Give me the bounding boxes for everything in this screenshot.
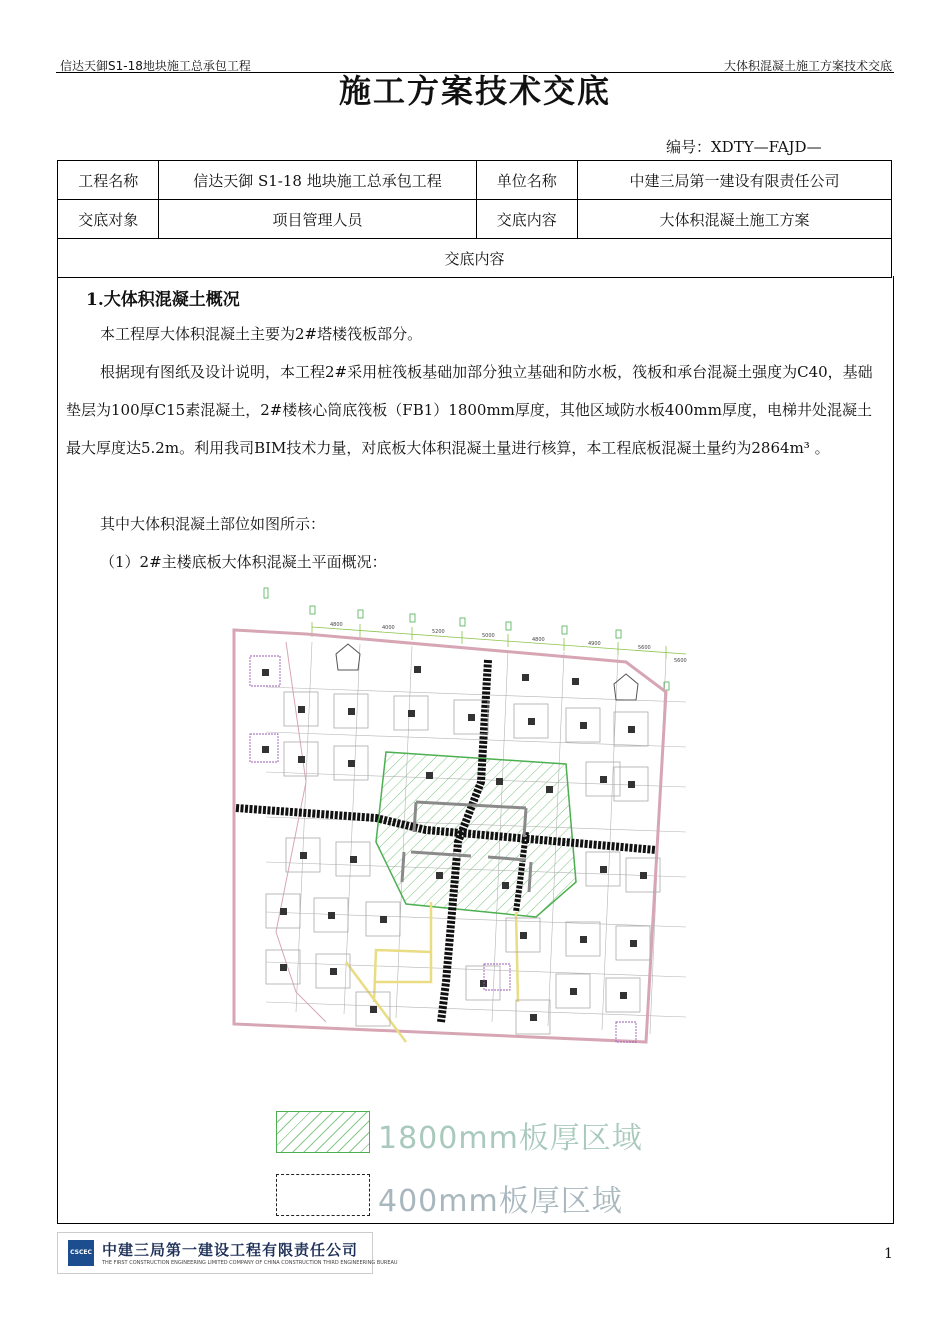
dim-label: 5000 [482,633,495,639]
header-project: 信达天御S1-18地块施工总承包工程 [60,59,251,73]
value-project-name: 信达天御 S1-18 地块施工总承包工程 [159,161,476,200]
cscec-logo-icon: CSCEC [68,1240,94,1266]
value-target: 项目管理人员 [159,200,476,239]
dim-label: 5600 [638,645,651,651]
paragraph-2: 根据现有图纸及设计说明，本工程2#采用桩筏板基础加部分独立基础和防水板，筏板和承台混凝土强度为C40，基础垫层为100厚C15素混凝土，2#楼核心筒底筏板（FB1）1800mm厚度，其他区域防水板400mm厚度，电梯井处混凝土最大厚度达5.2m。利用我司BIM技术力量，对底板大体积混凝土量进行核算，本工程底板混凝土量约为2864m³ 。 [66,363,873,457]
legend-label-400mm: 400mm板厚区域 [378,1184,623,1219]
legend-label-1800mm: 1800mm板厚区域 [378,1121,643,1156]
content-heading: 交底内容 [58,239,892,278]
dim-label: 4800 [330,622,343,628]
paragraph-3: 其中大体积混凝土部位如图所示： [100,515,326,533]
dim-label: 4800 [532,637,545,643]
dim-label: 5200 [432,629,445,635]
header-doc-type: 大体积混凝土施工方案技术交底 [723,59,892,73]
axis-markers [264,588,669,690]
table-row [58,239,892,278]
document-number: 编号：XDTY—FAJD— [666,138,822,156]
core-1800mm-zone [376,752,576,917]
foundation-plan-drawing [226,582,696,1062]
label-project-name: 工程名称 [58,161,159,200]
company-name-cn: 中建三局第一建设工程有限责任公司 [102,1241,359,1259]
label-unit-name: 单位名称 [476,161,577,200]
table-row [58,200,892,239]
dim-label: 5600 [674,658,687,664]
value-content: 大体积混凝土施工方案 [577,200,891,239]
company-name-en: THE FIRST CONSTRUCTION ENGINEERING LIMITED COMPANY OF CHINA CONSTRUCTION THIRD ENGINEERING BUREAU [102,1260,398,1266]
label-target: 交底对象 [58,200,159,239]
section-title: 1.大体积混凝土概况 [86,290,240,310]
info-table [57,160,892,278]
company-logo-banner [57,1232,398,1274]
legend-swatch-400mm [276,1174,370,1216]
label-content: 交底内容 [476,200,577,239]
value-unit-name: 中建三局第一建设有限责任公司 [577,161,891,200]
page-number: 1 [884,1246,893,1262]
dim-label: 4900 [588,641,601,647]
figure-caption: （1）2#主楼底板大体积混凝土平面概况： [100,553,387,571]
table-row [58,161,892,200]
page-title: 施工方案技术交底 [338,72,611,110]
legend-swatch-1800mm [276,1111,370,1153]
dim-label: 4000 [382,625,395,631]
paragraph-1: 本工程厚大体积混凝土主要为2#塔楼筏板部分。 [100,325,423,343]
